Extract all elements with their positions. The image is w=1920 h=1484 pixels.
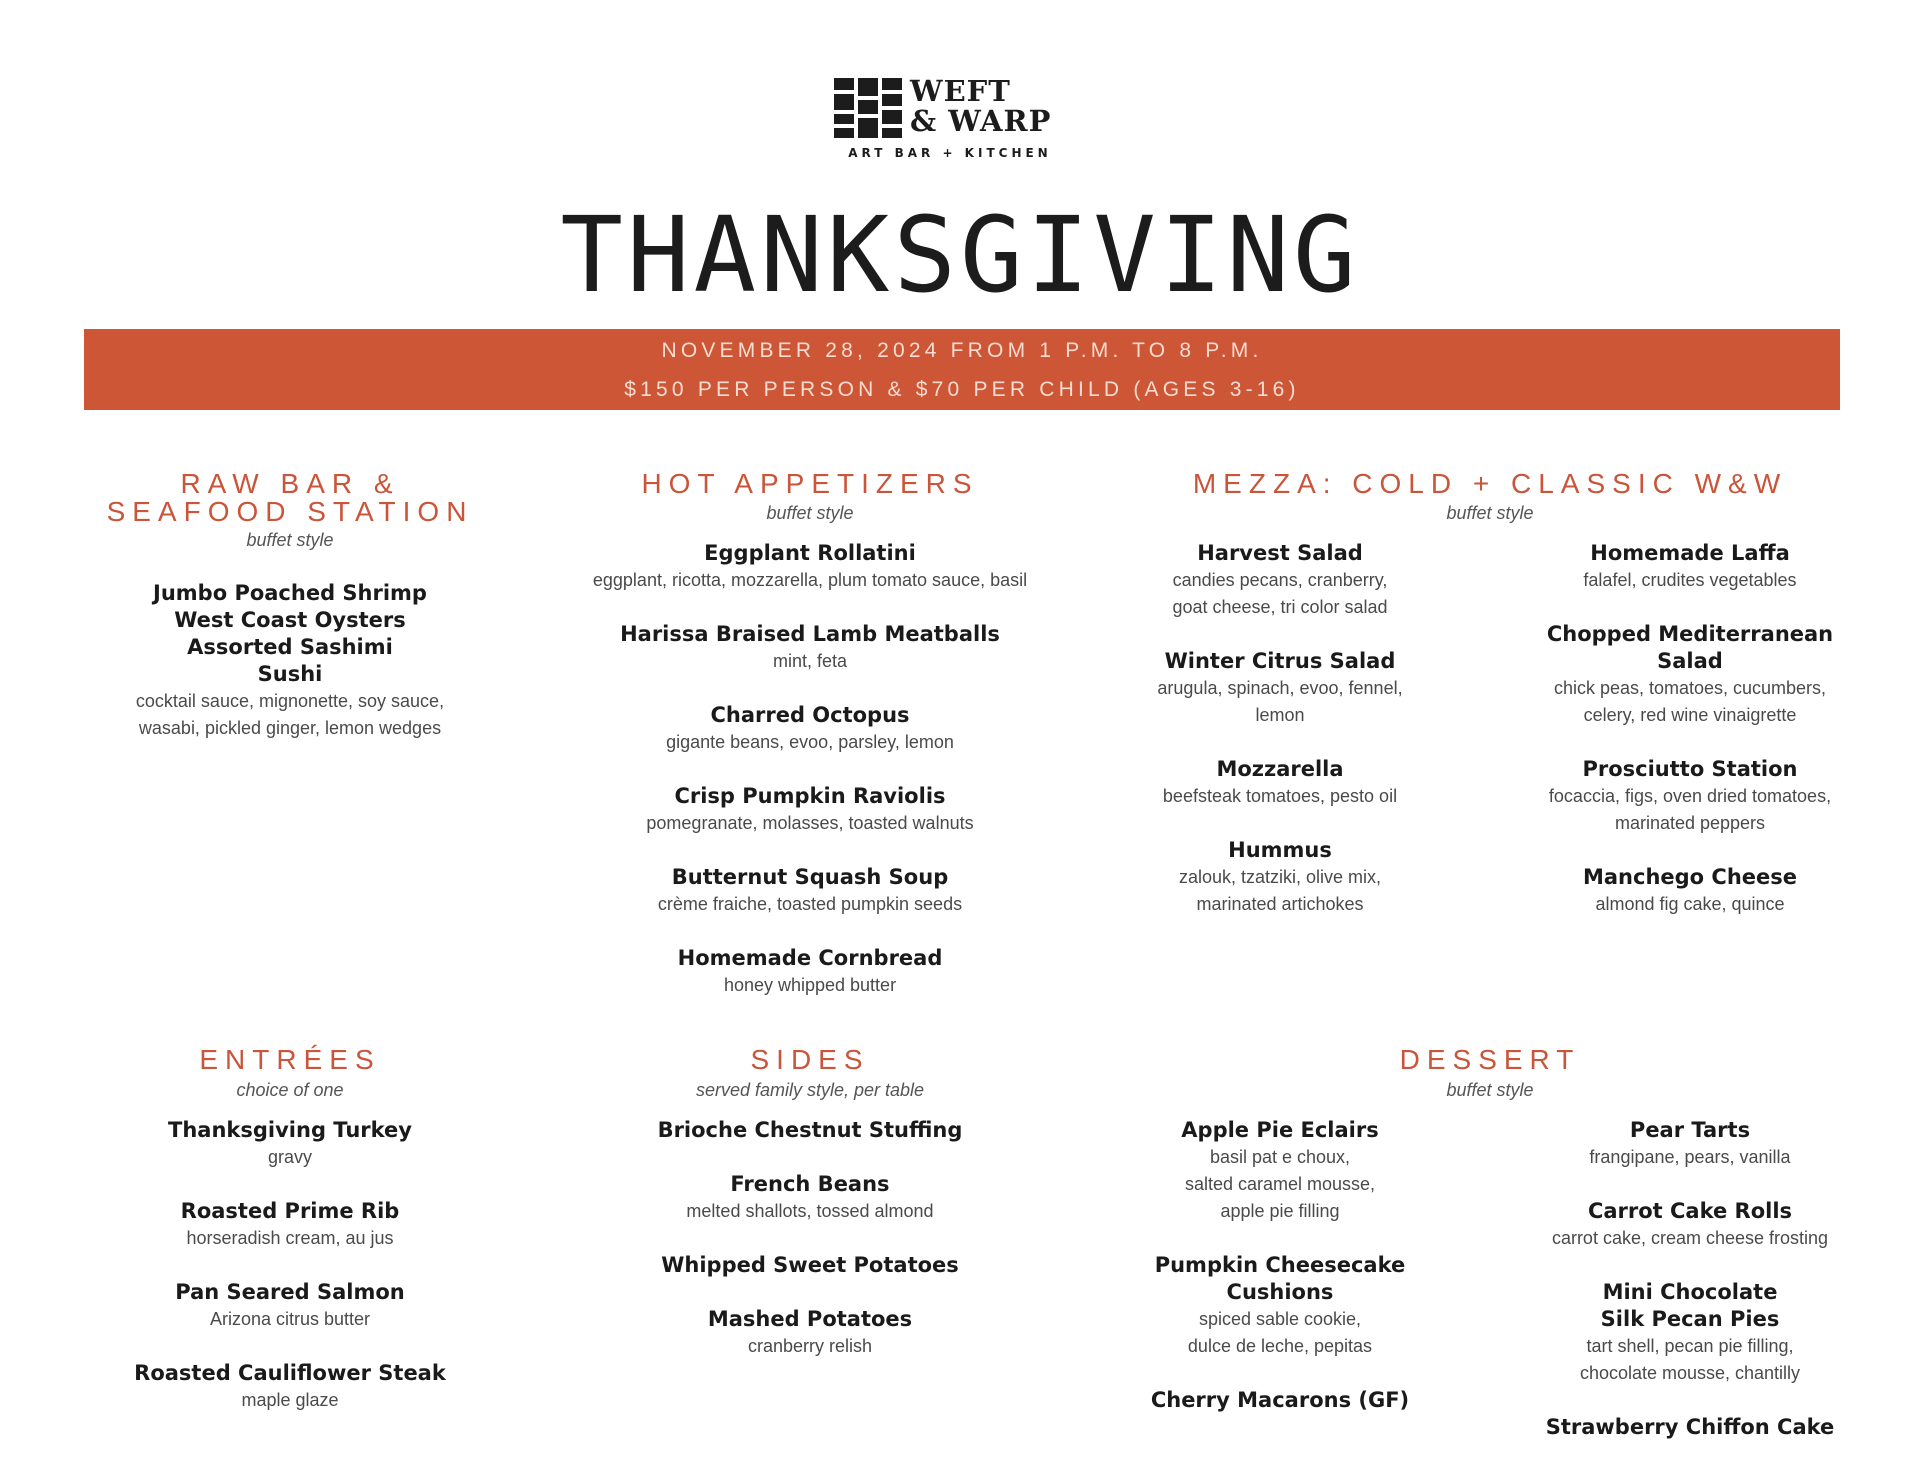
- brand-name-line2: & WARP: [910, 104, 1052, 138]
- menu-item: [540, 621, 1080, 675]
- menu-item-name: Cherry Macarons (GF): [1150, 1388, 1410, 1412]
- menu-item: [80, 1117, 500, 1171]
- menu-item-desc: salted caramel mousse,: [1184, 1174, 1376, 1194]
- menu-item: [1520, 1117, 1860, 1171]
- menu-item-name: Harvest Salad: [1197, 541, 1363, 565]
- menu-item: [1130, 1117, 1430, 1225]
- event-price: $150 PER PERSON & $70 PER CHILD (AGES 3-16): [624, 378, 1300, 401]
- raw-bar-subtitle: buffet style: [246, 530, 334, 550]
- menu-item-desc: mint, feta: [772, 651, 848, 671]
- raw-bar-title-line1: RAW BAR &: [180, 468, 400, 499]
- menu-item-desc: candies pecans, cranberry,: [1172, 570, 1388, 590]
- menu-item: [1520, 756, 1860, 837]
- menu-item-desc: beefsteak tomatoes, pesto oil: [1162, 786, 1398, 806]
- dessert-subtitle: buffet style: [1446, 1080, 1534, 1100]
- menu-item-name: Roasted Prime Rib: [180, 1199, 400, 1223]
- menu-item: [1130, 837, 1430, 918]
- menu-item-desc: celery, red wine vinaigrette: [1583, 705, 1797, 725]
- menu-item: [1130, 540, 1430, 621]
- menu-item-name: Crisp Pumpkin Raviolis: [674, 784, 946, 808]
- menu-item-desc: cranberry relish: [747, 1336, 873, 1356]
- menu-item-name: Brioche Chestnut Stuffing: [657, 1118, 963, 1142]
- menu-item: [1130, 1252, 1430, 1360]
- menu-item-name: Mashed Potatoes: [707, 1307, 913, 1331]
- menu-item: [1520, 621, 1860, 729]
- menu-item: [540, 945, 1080, 999]
- menu-item-name: Assorted Sashimi: [187, 635, 393, 659]
- mezza-right-column: [1520, 540, 1860, 918]
- menu-item-name: Jumbo Poached Shrimp: [153, 581, 427, 605]
- menu-item-desc: focaccia, figs, oven dried tomatoes,: [1548, 786, 1832, 806]
- menu-item: [540, 783, 1080, 837]
- mezza-subtitle: buffet style: [1446, 503, 1534, 523]
- menu-item-name: Mozzarella: [1216, 757, 1344, 781]
- menu-item-desc: wasabi, pickled ginger, lemon wedges: [138, 718, 442, 738]
- menu-item-name: Manchego Cheese: [1582, 865, 1798, 889]
- menu-item-desc: falafel, crudites vegetables: [1583, 570, 1797, 590]
- brand-name-line1: WEFT: [910, 74, 1011, 108]
- menu-item-name: Cushions: [1226, 1280, 1334, 1304]
- menu-item-desc: carrot cake, cream cheese frosting: [1551, 1228, 1829, 1248]
- menu-item-name: West Coast Oysters: [174, 608, 406, 632]
- menu-item-desc: eggplant, ricotta, mozzarella, plum tomato sauce, basil: [592, 570, 1028, 590]
- menu-item-name: Whipped Sweet Potatoes: [661, 1253, 959, 1277]
- sides-items: [540, 1117, 1080, 1360]
- menu-item: [80, 1360, 500, 1414]
- menu-item: [1520, 864, 1860, 918]
- menu-item-desc: marinated artichokes: [1196, 894, 1364, 914]
- dessert-left-column: [1130, 1117, 1430, 1414]
- mezza-left-column: [1130, 540, 1430, 918]
- menu-item-desc: crème fraiche, toasted pumpkin seeds: [657, 894, 963, 914]
- menu-item-desc: chocolate mousse, chantilly: [1579, 1363, 1801, 1383]
- menu-item-desc: maple glaze: [241, 1390, 339, 1410]
- brand-logo: [834, 76, 1074, 166]
- menu-item-name: Hummus: [1228, 838, 1332, 862]
- menu-item-desc: horseradish cream, au jus: [186, 1228, 394, 1248]
- event-banner: [84, 329, 1840, 410]
- menu-item: [540, 864, 1080, 918]
- menu-item-name: Sushi: [257, 662, 323, 686]
- hot-appetizers-subtitle: buffet style: [766, 503, 854, 523]
- menu-item: [1520, 1198, 1860, 1252]
- menu-item: [1520, 540, 1860, 594]
- menu-item-desc: gravy: [267, 1147, 312, 1167]
- menu-item-name: Eggplant Rollatini: [704, 541, 916, 565]
- entrees-subtitle: choice of one: [236, 1080, 344, 1100]
- page-title: THANKSGIVING: [560, 194, 1360, 316]
- menu-item-name: Chopped Mediterranean: [1546, 622, 1834, 646]
- menu-item-desc: lemon: [1255, 705, 1305, 725]
- menu-item: [540, 1252, 1080, 1279]
- logo-grid-icon: [834, 78, 902, 138]
- raw-bar-title-line2: SEAFOOD STATION: [106, 496, 474, 527]
- menu-item-desc: apple pie filling: [1220, 1201, 1340, 1221]
- menu-item-name: Harissa Braised Lamb Meatballs: [620, 622, 1000, 646]
- menu-item-desc: basil pat e choux,: [1209, 1147, 1351, 1167]
- menu-item-name: Strawberry Chiffon Cake: [1545, 1415, 1835, 1439]
- menu-item-desc: marinated peppers: [1614, 813, 1766, 833]
- menu-item-name: French Beans: [730, 1172, 890, 1196]
- menu-item-desc: tart shell, pecan pie filling,: [1586, 1336, 1794, 1356]
- menu-item-name: Apple Pie Eclairs: [1181, 1118, 1379, 1142]
- mezza-title: MEZZA: COLD + CLASSIC W&W: [1192, 468, 1788, 499]
- menu-item-desc: arugula, spinach, evoo, fennel,: [1157, 678, 1403, 698]
- menu-item-name: Homemade Cornbread: [677, 946, 943, 970]
- entrees-items: [80, 1117, 500, 1414]
- menu-item: [540, 540, 1080, 594]
- menu-item: [80, 1198, 500, 1252]
- menu-item-desc: Arizona citrus butter: [209, 1309, 371, 1329]
- menu-item: [540, 1117, 1080, 1144]
- raw-bar-items: [80, 580, 500, 742]
- menu-item: [540, 702, 1080, 756]
- sides-title: SIDES: [750, 1044, 870, 1075]
- menu-item-name: Carrot Cake Rolls: [1587, 1199, 1793, 1223]
- menu-item: [1520, 1279, 1860, 1387]
- menu-item-name: Silk Pecan Pies: [1600, 1307, 1780, 1331]
- menu-item-desc: zalouk, tzatziki, olive mix,: [1178, 867, 1382, 887]
- event-date: NOVEMBER 28, 2024 FROM 1 P.M. TO 8 P.M.: [661, 339, 1263, 362]
- menu-item-desc: gigante beans, evoo, parsley, lemon: [666, 732, 954, 752]
- sides-subtitle: served family style, per table: [695, 1080, 925, 1100]
- hot-appetizers-title: HOT APPETIZERS: [641, 468, 979, 499]
- menu-item: [80, 1279, 500, 1333]
- menu-item-name: Winter Citrus Salad: [1164, 649, 1396, 673]
- menu-item: [1130, 1387, 1430, 1414]
- menu-item-name: Pumpkin Cheesecake: [1154, 1253, 1406, 1277]
- menu-item-name: Thanksgiving Turkey: [168, 1118, 412, 1142]
- menu-item-name: Mini Chocolate: [1602, 1280, 1778, 1304]
- menu-item-desc: spiced sable cookie,: [1198, 1309, 1362, 1329]
- menu-item-desc: almond fig cake, quince: [1595, 894, 1785, 914]
- menu-item: [1520, 1414, 1860, 1441]
- menu-item-desc: dulce de leche, pepitas: [1187, 1336, 1373, 1356]
- menu-item-name: Pear Tarts: [1629, 1118, 1751, 1142]
- menu-item-name: Pan Seared Salmon: [175, 1280, 405, 1304]
- menu-item-name: Charred Octopus: [710, 703, 910, 727]
- menu-item-desc: chick peas, tomatoes, cucumbers,: [1553, 678, 1827, 698]
- menu-item: [1130, 756, 1430, 810]
- menu-item-desc: frangipane, pears, vanilla: [1589, 1147, 1791, 1167]
- menu-item-name: Salad: [1657, 649, 1723, 673]
- menu-item-desc: melted shallots, tossed almond: [686, 1201, 934, 1221]
- entrees-title: ENTRÉES: [199, 1044, 381, 1075]
- dessert-right-column: [1520, 1117, 1860, 1441]
- menu-item-name: Homemade Laffa: [1590, 541, 1790, 565]
- dessert-title: DESSERT: [1399, 1044, 1581, 1075]
- menu-item-name: Butternut Squash Soup: [671, 865, 949, 889]
- menu-item: [540, 1171, 1080, 1225]
- menu-item-name: Roasted Cauliflower Steak: [134, 1361, 446, 1385]
- menu-item-desc: honey whipped butter: [723, 975, 897, 995]
- menu-item-desc: goat cheese, tri color salad: [1172, 597, 1388, 617]
- menu-item-desc: cocktail sauce, mignonette, soy sauce,: [135, 691, 445, 711]
- menu-item: [1130, 648, 1430, 729]
- menu-item: [540, 1306, 1080, 1360]
- menu-item-desc: pomegranate, molasses, toasted walnuts: [646, 813, 974, 833]
- menu-item-name: Prosciutto Station: [1582, 757, 1798, 781]
- hot-appetizers-items: [540, 540, 1080, 999]
- brand-tagline: ART BAR + KITCHEN: [848, 146, 1052, 160]
